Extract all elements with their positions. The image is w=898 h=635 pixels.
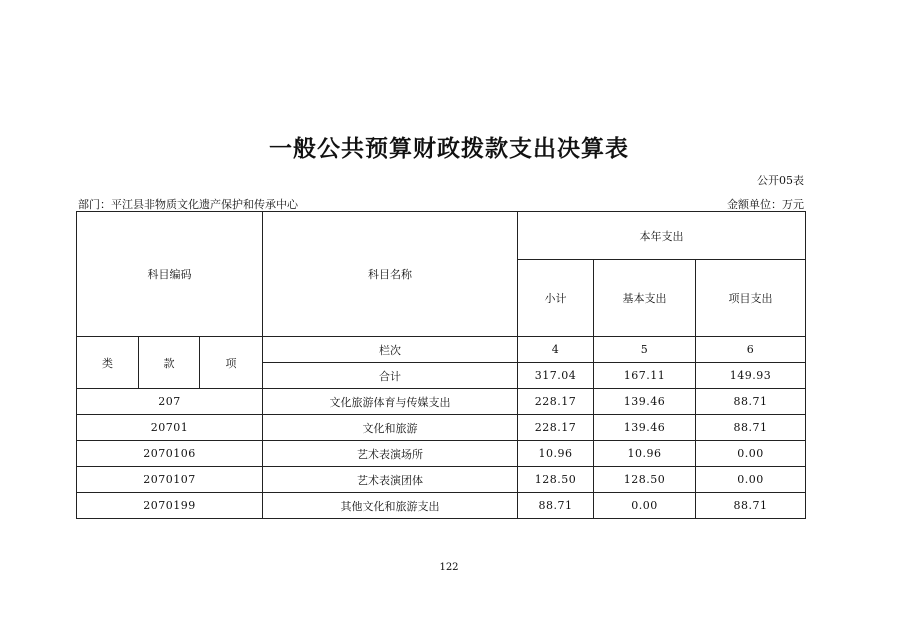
row-subtotal: 228.17 [518, 389, 594, 415]
page-number: 122 [439, 562, 459, 573]
row-name: 文化旅游体育与传媒支出 [263, 389, 518, 415]
row-name: 艺术表演场所 [263, 441, 518, 467]
row-code: 20701 [77, 415, 263, 441]
total-project: 149.93 [696, 363, 806, 389]
row-code: 207 [77, 389, 263, 415]
row-basic: 128.50 [594, 467, 696, 493]
unit-label: 金额单位：万元 [727, 198, 804, 211]
column-no-5: 5 [594, 337, 696, 363]
table-row [77, 389, 806, 415]
form-number: 公开05表 [757, 174, 804, 187]
total-label: 合计 [263, 363, 518, 389]
table-row [77, 467, 806, 493]
header-project: 项目支出 [696, 260, 806, 337]
row-subtotal: 10.96 [518, 441, 594, 467]
row-basic: 139.46 [594, 415, 696, 441]
total-basic: 167.11 [594, 363, 696, 389]
column-no-6: 6 [696, 337, 806, 363]
column-no-label: 栏次 [263, 337, 518, 363]
row-project: 88.71 [696, 389, 806, 415]
header-basic: 基本支出 [594, 260, 696, 337]
row-basic: 10.96 [594, 441, 696, 467]
row-project: 0.00 [696, 441, 806, 467]
row-project: 88.71 [696, 415, 806, 441]
row-code: 2070106 [77, 441, 263, 467]
header-kuan: 款 [139, 337, 200, 389]
row-basic: 139.46 [594, 389, 696, 415]
row-code: 2070107 [77, 467, 263, 493]
column-no-4: 4 [518, 337, 594, 363]
total-subtotal: 317.04 [518, 363, 594, 389]
table-row [77, 493, 806, 519]
header-current-year: 本年支出 [518, 212, 806, 260]
table-row [77, 415, 806, 441]
row-project: 88.71 [696, 493, 806, 519]
header-lei: 类 [77, 337, 139, 389]
row-name: 其他文化和旅游支出 [263, 493, 518, 519]
row-subtotal: 88.71 [518, 493, 594, 519]
budget-table [76, 211, 806, 519]
row-basic: 0.00 [594, 493, 696, 519]
row-subtotal: 228.17 [518, 415, 594, 441]
header-subtotal: 小计 [518, 260, 594, 337]
header-name: 科目名称 [263, 212, 518, 337]
page-title: 一般公共预算财政拨款支出决算表 [269, 136, 629, 162]
header-code: 科目编码 [77, 212, 263, 337]
row-code: 2070199 [77, 493, 263, 519]
table-row [77, 441, 806, 467]
row-name: 文化和旅游 [263, 415, 518, 441]
header-xiang: 项 [200, 337, 263, 389]
department-label: 部门：平江县非物质文化遗产保护和传承中心 [78, 198, 298, 211]
row-name: 艺术表演团体 [263, 467, 518, 493]
row-project: 0.00 [696, 467, 806, 493]
row-subtotal: 128.50 [518, 467, 594, 493]
